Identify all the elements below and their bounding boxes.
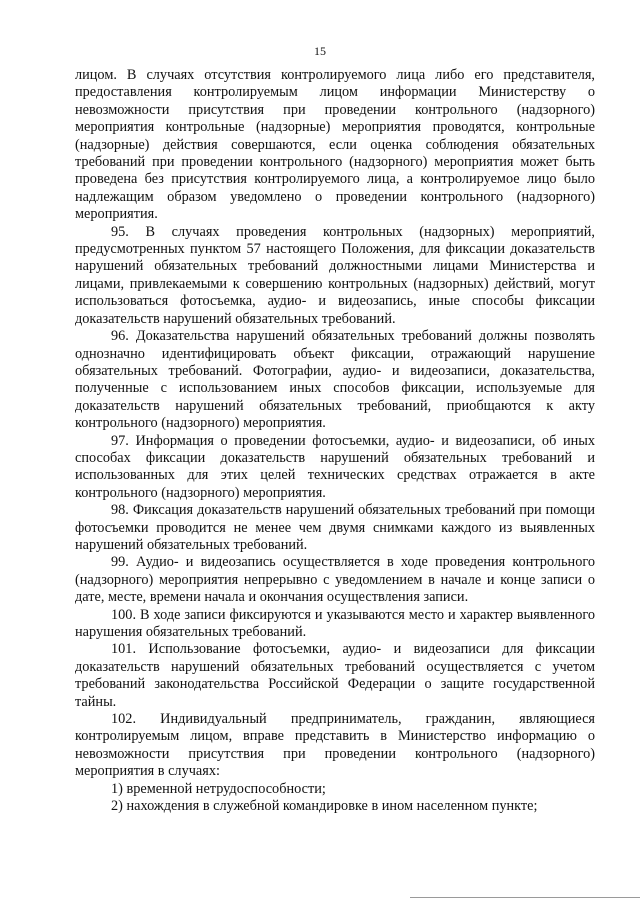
page-number: 15 (314, 44, 326, 58)
paragraph-97: 97. Информация о проведении фотосъемки, аудио- и видеозаписи, об иных способах фиксации доказательств нарушений обязательных требований и использованных для этих целей технических средствах отражается в акте контрольного (надзорного) мероприятия. (75, 432, 595, 501)
document-body (75, 67, 595, 815)
list-item-1: 1) временной нетрудоспособности; (111, 780, 326, 797)
list-item-2: 2) нахождения в служебной командировке в ином населенном пункте; (111, 798, 538, 815)
paragraph-100: 100. В ходе записи фиксируются и указываются место и характер выявленного нарушения обязательных требований. (75, 606, 595, 640)
footer-divider (410, 897, 640, 899)
paragraph-99: 99. Аудио- и видеозапись осуществляется в ходе проведения контрольного (надзорного) мероприятия непрерывно с уведомлением в начале и конце записи о дате, месте, времени начала и окончания осуществления записи. (75, 554, 595, 606)
paragraph-continuation: лицом. В случаях отсутствия контролируемого лица либо его представителя, предоставления контролируемым лицом информации Министерству о невозможности присутствия при проведении контрольного (надзорного) мероприятия контрольные (надзорные) мероприятия проводятся, контрольные (надзорные) действия совершаются, если оценка соблюдения обязательных требований при проведении контрольного (надзорного) мероприятия может быть проведена без присутствия контролируемого лица, а контролируемое лицо было надлежащим образом уведомлено о проведении контрольного (надзорного) мероприятия. (75, 67, 595, 223)
paragraph-102: 102. Индивидуальный предприниматель, гражданин, являющиеся контролируемым лицом, вправе представить в Министерство информацию о невозможности присутствия при проведении контрольного (надзорного) мероприятия в случаях: (75, 711, 595, 780)
paragraph-98: 98. Фиксация доказательств нарушений обязательных требований при помощи фотосъемки проводится не менее чем двумя снимками каждого из выявленных нарушений обязательных требований. (75, 502, 595, 553)
paragraph-101: 101. Использование фотосъемки, аудио- и видеозаписи для фиксации доказательств нарушений обязательных требований осуществляется с учетом требований законодательства Российской Федерации о защите государственной тайны. (75, 641, 595, 710)
paragraph-96: 96. Доказательства нарушений обязательных требований должны позволять однозначно идентифицировать объект фиксации, отражающий нарушение обязательных требований. Фотографии, аудио- и видеозаписи, доказательства, полученные с использованием иных способов фиксации, используемые для доказательств нарушений обязательных требований, приобщаются к акту контрольного (надзорного) мероприятия. (75, 328, 595, 432)
paragraph-95: 95. В случаях проведения контрольных (надзорных) мероприятий, предусмотренных пунктом 57 настоящего Положения, для фиксации доказательств нарушений обязательных требований должностными лицами Министерства и лицами, привлекаемыми к совершению контрольных (надзорных) действий, могут использоваться фотосъемка, аудио- и видеозапись, иные способы фиксации доказательств нарушений обязательных требований. (75, 223, 595, 327)
